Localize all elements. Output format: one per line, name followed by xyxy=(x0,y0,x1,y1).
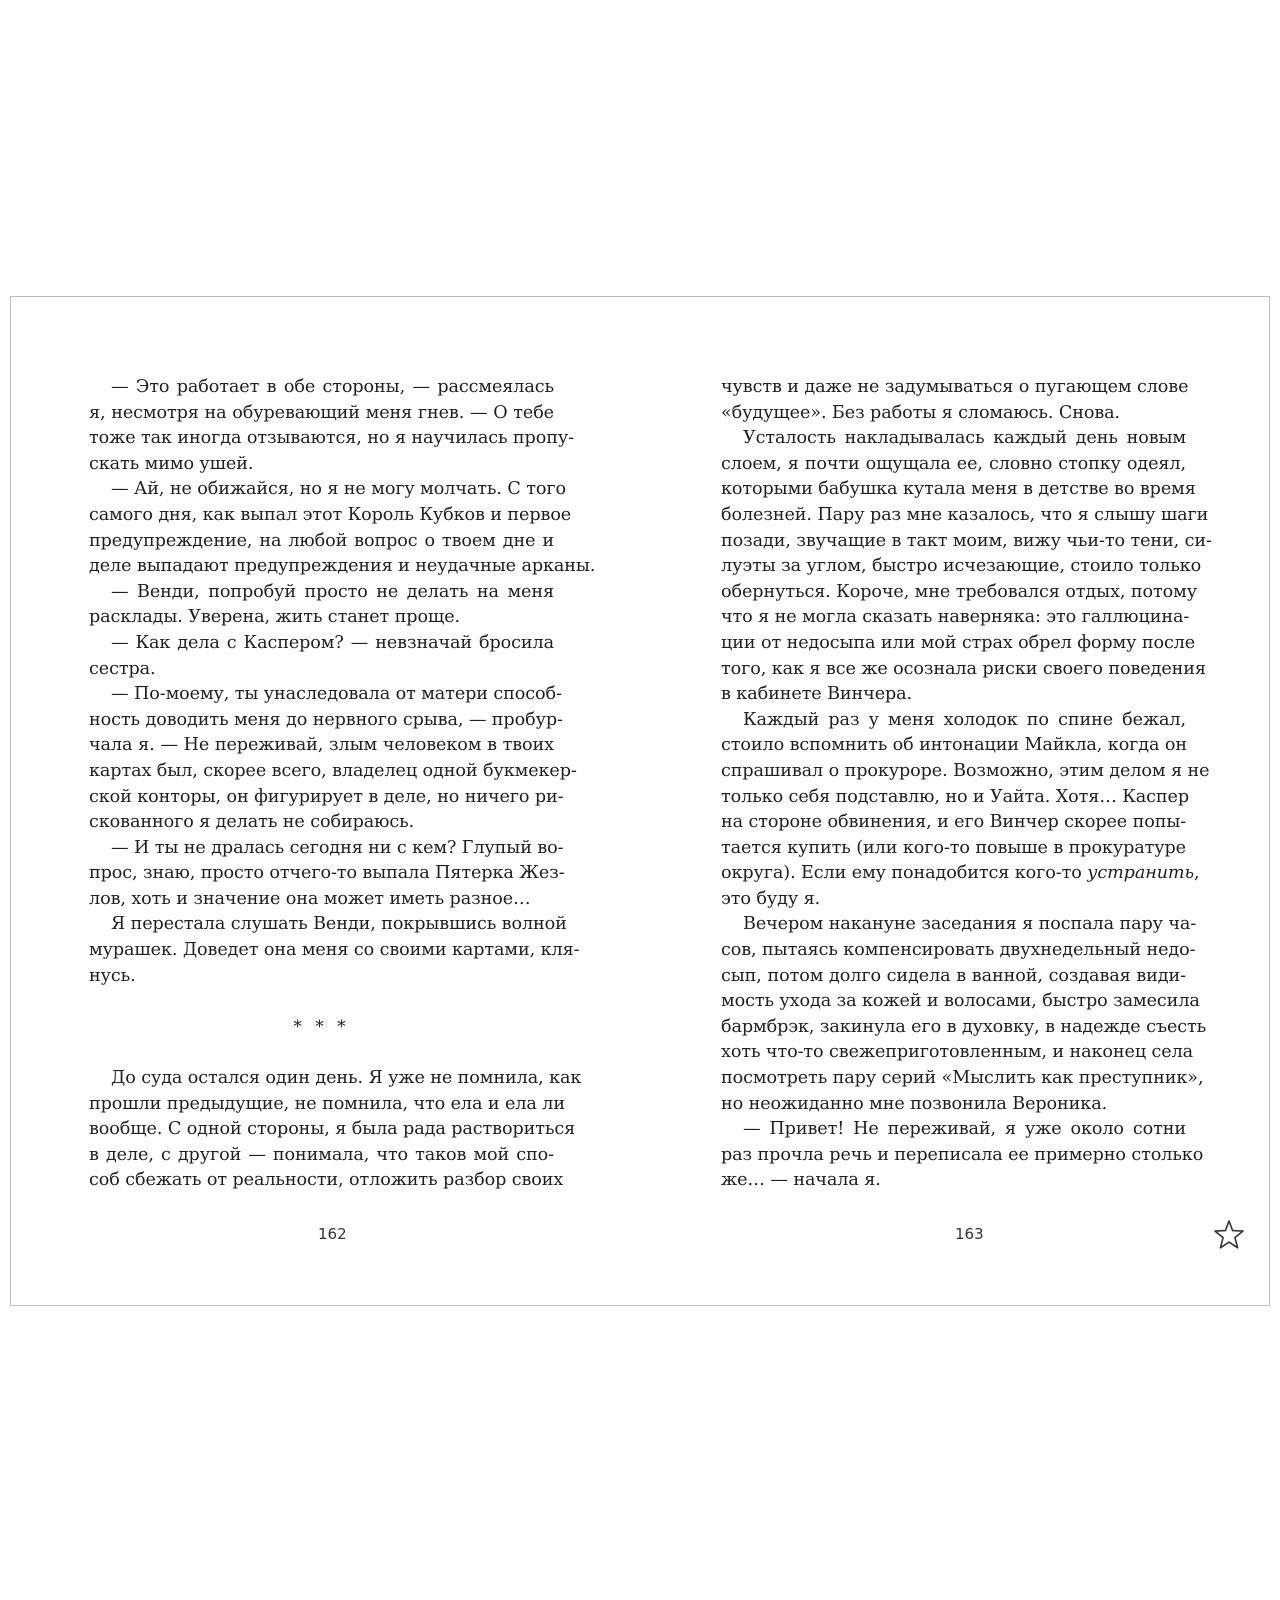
left-page xyxy=(89,375,596,1194)
text-line: стоило вспомнить об интонации Майкла, когда он xyxy=(721,735,1188,756)
text-line: ской конторы, он фигурирует в деле, но ничего ри- xyxy=(89,786,564,807)
text-line: мурашек. Доведет она меня со своими картами, кля- xyxy=(89,940,580,961)
text-line: — По-моему, ты унаследовала от матери способ- xyxy=(111,684,562,705)
text-line: самого дня, как выпал этот Король Кубков и первое xyxy=(89,504,572,525)
book-spread xyxy=(10,296,1270,1306)
text-line: которыми бабушка кутала меня в детстве во время xyxy=(721,479,1196,500)
text-line: — Привет! Не переживай, я уже около сотни xyxy=(743,1119,1186,1140)
page-number-left: 162 xyxy=(318,1225,347,1243)
text-line: вообще. С одной стороны, я была рада раствориться xyxy=(89,1119,576,1140)
text-line: предупреждение, на любой вопрос о твоем дне и xyxy=(89,530,554,551)
text-line: в деле, с другой — понимала, что таков мой спо- xyxy=(89,1144,554,1165)
text-line: спрашивал о прокуроре. Возможно, этим делом я не xyxy=(721,760,1210,781)
text-line: скать мимо ушей. xyxy=(89,453,254,474)
spacer xyxy=(89,989,554,1015)
text-line: скованного я делать не собираюсь. xyxy=(89,812,415,833)
text-line: деле выпадают предупреждения и неудачные арканы. xyxy=(89,556,596,577)
text-line: До суда остался один день. Я уже не помнила, как xyxy=(111,1068,582,1089)
text-line: нусь. xyxy=(89,965,136,986)
text-line: прошли предыдущие, не помнила, что ела и ела ли xyxy=(89,1093,565,1114)
text-line: только себя подставлю, но и Уайта. Хотя… Каспер xyxy=(721,786,1189,807)
text-line: сестра. xyxy=(89,658,156,679)
text-line: что я не могла сказать наверняка: это галлюцина- xyxy=(721,607,1190,628)
text-line: лов, хоть и значение она может иметь разное… xyxy=(89,888,531,909)
text-line: посмотреть пару серий «Мыслить как преступник», xyxy=(721,1068,1204,1089)
text-line: хоть что-то свежеприготовленным, и наконец села xyxy=(721,1042,1194,1063)
text-line: ность доводить меня до нервного срыва, — пробур- xyxy=(89,709,563,730)
text-line: я, несмотря на обуревающий меня гнев. — О тебе xyxy=(89,402,554,423)
emphasis: устранить xyxy=(1087,863,1194,884)
text-line: расклады. Уверена, жить станет проще. xyxy=(89,607,460,628)
text-line: соб сбежать от реальности, отложить разбор своих xyxy=(89,1170,564,1191)
text-line: прос, знаю, просто отчего-то выпала Пятерка Жез- xyxy=(89,863,565,884)
text-line: картах был, скорее всего, владелец одной букмекер- xyxy=(89,760,577,781)
text-line: Я перестала слушать Венди, покрывшись волной xyxy=(111,914,567,935)
left-page-text xyxy=(89,375,596,989)
text-line: но неожиданно мне позвонила Вероника. xyxy=(721,1093,1108,1114)
star-outline-icon[interactable] xyxy=(1212,1218,1246,1252)
text-line: ции от недосыпа или мой страх обрел форму после xyxy=(721,632,1196,653)
page-number-right: 163 xyxy=(955,1225,984,1243)
text-line: раз прочла речь и переписала ее примерно столько xyxy=(721,1144,1204,1165)
spacer xyxy=(89,1040,554,1066)
text-line: обернуться. Короче, мне требовался отдых, потому xyxy=(721,581,1197,602)
text-line: Усталость накладывалась каждый день новым xyxy=(743,428,1186,449)
text-line: сып, потом долго сидела в ванной, создавая види- xyxy=(721,965,1186,986)
text-line: сов, пытаясь компенсировать двухнедельный недо- xyxy=(721,940,1196,961)
text-line: «будущее». Без работы я сломаюсь. Снова. xyxy=(721,402,1121,423)
text-line: — Это работает в обе стороны, — рассмеялась xyxy=(111,377,554,397)
text-line: — И ты не дралась сегодня ни с кем? Глупый во- xyxy=(111,837,564,858)
left-page-text-after xyxy=(89,1066,582,1194)
text-line: это буду я. xyxy=(721,888,821,909)
text-line: того, как я все же осознала риски своего поведения xyxy=(721,658,1206,679)
text-line-italic: округа). Если ему понадобится кого-то устранить, xyxy=(721,863,1200,884)
text-line: луэты за углом, быстро исчезающие, стоило только xyxy=(721,556,1202,577)
text-line: на стороне обвинения, и его Винчер скорее попы- xyxy=(721,812,1187,833)
text-line: мость ухода за кожей и волосами, быстро замесила xyxy=(721,991,1200,1012)
text-line: болезней. Пару раз мне казалось, что я слышу шаги xyxy=(721,504,1209,525)
text-line: чала я. — Не переживай, злым человеком в твоих xyxy=(89,735,554,756)
right-page-text xyxy=(721,375,1212,861)
text-line: бармбрэк, закинула его в духовку, в надежде съесть xyxy=(721,1016,1207,1037)
text-line: слоем, я почти ощущала ее, словно стопку одеял, xyxy=(721,453,1186,474)
text-line: позади, звучащие в такт моим, вижу чьи-то тени, си- xyxy=(721,530,1212,551)
text-line: тоже так иногда отзываются, но я научилась пропу- xyxy=(89,428,574,449)
text-line: — Венди, попробуй просто не делать на меня xyxy=(111,581,554,602)
text-line: в кабинете Винчера. xyxy=(721,684,913,705)
right-page xyxy=(721,375,1212,1194)
right-page-text-after xyxy=(721,887,1207,1194)
text-line: Вечером накануне заседания я поспала пару ча- xyxy=(743,914,1197,935)
text-line: тается купить (или кого-то повыше в прокуратуре xyxy=(721,837,1186,858)
text-line: Каждый раз у меня холодок по спине бежал, xyxy=(743,709,1186,730)
text-line: — Ай, не обижайся, но я не могу молчать. С того xyxy=(111,479,566,500)
text-line: чувств и даже не задумываться о пугающем слове xyxy=(721,377,1189,397)
scene-separator: * * * xyxy=(293,1016,350,1037)
text-line: — Как дела с Каспером? — невзначай бросила xyxy=(111,632,554,653)
text-line: же… — начала я. xyxy=(721,1170,881,1191)
